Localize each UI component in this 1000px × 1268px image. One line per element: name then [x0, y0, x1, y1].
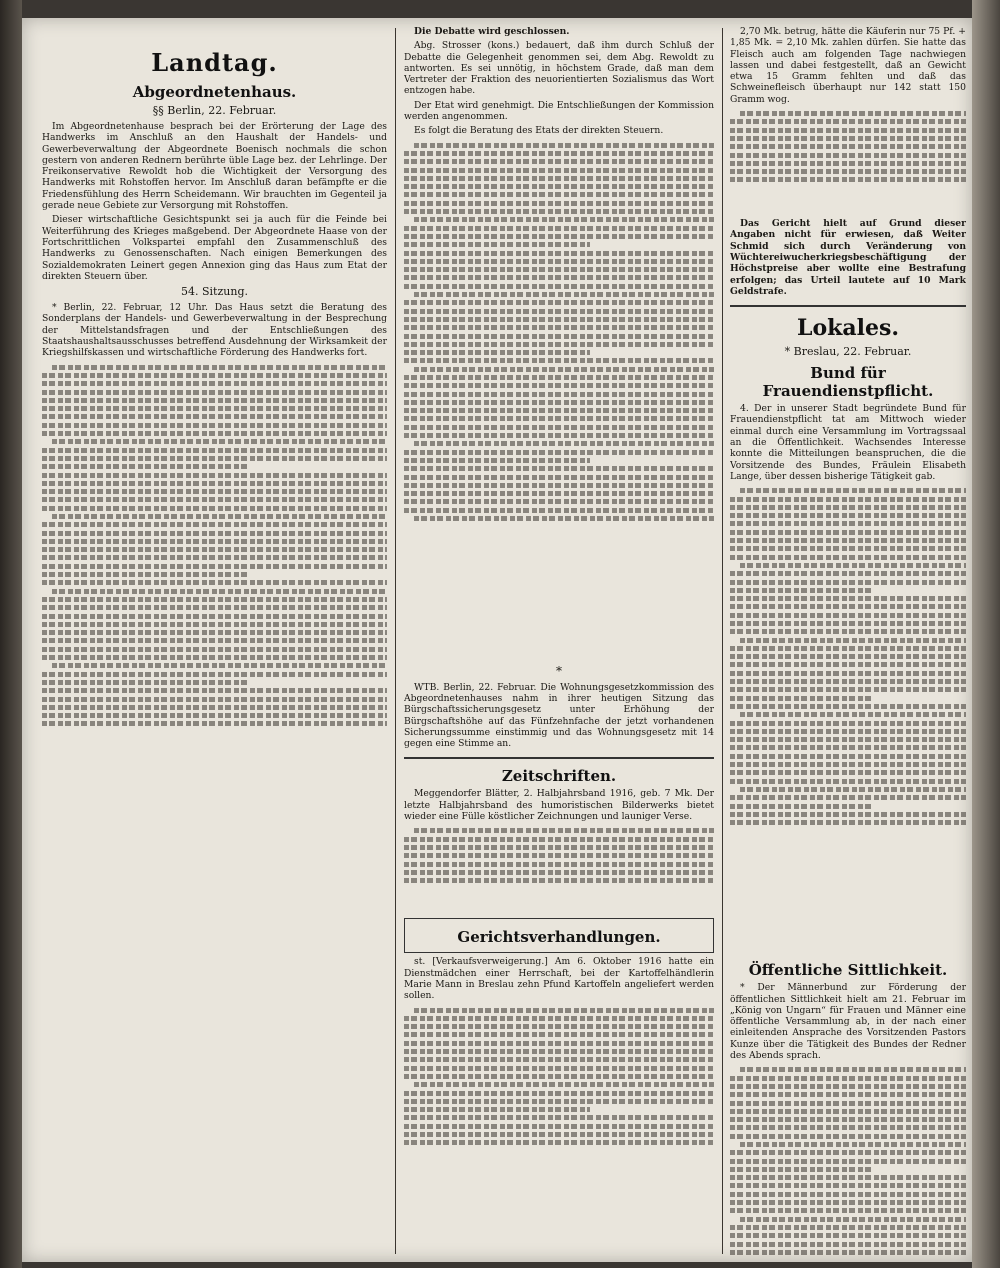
- print-line: [404, 251, 714, 256]
- section-box: [404, 918, 714, 953]
- print-line: [404, 400, 714, 405]
- article-paragraph: st. [Verkaufsverweigerung.] Am 6. Oktober 1916 hatte ein Dienstmädchen einer Herrschaft, bei der Kartoffelhändlerin Marie Mann in Breslau zehn Pfund Kartoffeln angeliefert werden sollen.: [404, 956, 714, 1002]
- print-line: [42, 456, 387, 461]
- dateline: §§ Berlin, 22. Februar.: [152, 104, 277, 117]
- unreadable-text-block: [730, 1064, 966, 1256]
- print-line: [414, 1082, 714, 1087]
- print-line: [404, 1024, 714, 1029]
- print-line: [740, 1142, 966, 1147]
- print-line: [42, 580, 387, 585]
- print-line: [404, 383, 714, 388]
- print-line: [730, 629, 966, 634]
- print-line: [730, 1084, 966, 1089]
- print-line: [42, 473, 387, 478]
- print-line: [52, 663, 387, 668]
- print-line: [730, 613, 966, 618]
- print-line: [740, 563, 966, 568]
- print-line: [42, 506, 387, 511]
- print-line: [42, 705, 387, 710]
- print-line: [730, 754, 966, 759]
- print-line: [42, 597, 387, 602]
- print-line: [730, 621, 966, 626]
- print-line: [404, 1140, 714, 1145]
- print-line: [730, 1242, 966, 1247]
- print-line: [730, 1175, 966, 1180]
- article-paragraph: * Berlin, 22. Februar, 12 Uhr. Das Haus setzt die Beratung des Sonderplans der Handels- und Gewerbeverwaltung in der Besprechung der Mittelstandsfragen und der Entschließungen des Staatshaushaltsausschusses betreffend Ausdehnung der Wirksamkeit der Kriegshilfskassen und wirtschaftliche Förderung des Handwerks fort.: [42, 302, 387, 359]
- print-line: [404, 837, 714, 842]
- print-line: [730, 1125, 966, 1130]
- print-line: [42, 555, 387, 560]
- print-line: [404, 433, 714, 438]
- print-line: [730, 555, 966, 560]
- print-line: [730, 779, 966, 784]
- print-line: [730, 521, 966, 526]
- print-line: [404, 1132, 714, 1137]
- unreadable-text-block: [404, 1005, 714, 1205]
- article-title-sittlichkeit: Öffentliche Sittlichkeit.: [748, 961, 948, 980]
- print-line: [730, 1150, 966, 1155]
- print-line: [730, 119, 966, 124]
- print-line: [404, 300, 714, 305]
- print-line: [730, 580, 966, 585]
- print-line: [404, 392, 714, 397]
- print-line: [730, 804, 872, 809]
- print-line: [42, 680, 249, 685]
- print-line: [404, 1074, 714, 1079]
- print-line: [730, 770, 966, 775]
- print-line: [740, 712, 966, 717]
- print-line: [404, 275, 714, 280]
- print-line: [730, 169, 966, 174]
- print-line: [52, 439, 387, 444]
- print-line: [414, 217, 714, 222]
- print-line: [404, 1032, 714, 1037]
- print-line: [730, 737, 966, 742]
- print-line: [730, 795, 966, 800]
- print-line: [42, 414, 387, 419]
- print-line: [42, 688, 387, 693]
- article-paragraph: Der Etat wird genehmigt. Die Entschließungen der Kommission werden angenommen.: [404, 99, 714, 123]
- print-line: [404, 350, 590, 355]
- print-line: [730, 513, 966, 518]
- print-line: [404, 375, 714, 380]
- print-line: [404, 201, 714, 206]
- article-verdict: Das Gericht hielt auf Grund dieser Angaben nicht für erwiesen, daß Weiter Schmid sich durch Veränderung von Wüchtereiwucherkriegsbeschäftigung der Höchstpreise aber wollte eine Bestrafung erfolgen; das Urteil lautete auf 10 Mark Geldstrafe.: [730, 218, 966, 297]
- print-line: [42, 572, 249, 577]
- print-line: [404, 853, 714, 858]
- article-paragraph: Es folgt die Beratung des Etats der direkten Steuern.: [414, 125, 664, 137]
- print-line: [730, 1134, 966, 1139]
- print-line: [730, 662, 966, 667]
- print-line: [730, 505, 966, 510]
- print-line: [42, 431, 387, 436]
- print-line: [730, 1117, 966, 1122]
- print-line: [404, 342, 714, 347]
- print-line: [404, 1091, 714, 1096]
- print-line: [42, 614, 387, 619]
- print-line: [404, 159, 714, 164]
- print-line: [404, 416, 714, 421]
- print-line: [730, 1076, 966, 1081]
- print-line: [404, 1049, 714, 1054]
- print-line: [42, 522, 387, 527]
- print-line: [42, 390, 387, 395]
- print-line: [404, 483, 714, 488]
- print-line: [730, 1167, 872, 1172]
- print-line: [404, 176, 714, 181]
- print-line: [42, 464, 249, 469]
- column-rule: [395, 28, 396, 1254]
- print-line: [404, 226, 714, 231]
- print-line: [404, 358, 714, 363]
- print-line: [730, 153, 966, 158]
- print-line: [404, 325, 714, 330]
- print-line: [730, 1159, 966, 1164]
- print-line: [730, 571, 966, 576]
- print-line: [730, 812, 966, 817]
- print-line: [404, 151, 714, 156]
- print-line: [404, 491, 714, 496]
- print-line: [414, 367, 714, 372]
- print-line: [404, 1016, 714, 1021]
- print-line: [404, 334, 714, 339]
- divider: [730, 305, 966, 307]
- article-paragraph: * Der Männerbund zur Förderung der öffentlichen Sittlichkeit hielt am 21. Februar im „König von Ungarn“ für Frauen und Männer eine öffentliche Versammlung ab, in der nach einer einleitenden Ansprache des Vorsitzenden Pastors Kunze über die Tätigkeit des Bundes der Redner des Abends sprach.: [730, 982, 966, 1062]
- unreadable-text-block: [404, 825, 714, 915]
- print-line: [730, 1225, 966, 1230]
- unreadable-text-block: [730, 108, 966, 218]
- print-line: [42, 423, 387, 428]
- print-line: [404, 1115, 714, 1120]
- print-line: [42, 655, 387, 660]
- section-title-gericht: Gerichtsverhandlungen.: [457, 928, 661, 947]
- print-line: [42, 564, 387, 569]
- print-line: [404, 184, 714, 189]
- section-title-lokales: Lokales.: [796, 315, 900, 342]
- print-line: [42, 373, 387, 378]
- article-title-bund: Bund für Frauendienstpflicht.: [762, 364, 934, 401]
- print-line: [730, 820, 966, 825]
- print-line: [42, 481, 387, 486]
- print-line: [42, 547, 387, 552]
- print-line: [730, 671, 966, 676]
- print-line: [730, 1208, 966, 1213]
- print-line: [404, 458, 590, 463]
- print-line: [404, 845, 714, 850]
- column-right: [730, 26, 966, 1256]
- print-line: [404, 267, 714, 272]
- print-line: [42, 647, 387, 652]
- print-line: [740, 488, 966, 493]
- print-line: [730, 1092, 966, 1097]
- print-line: [404, 499, 714, 504]
- print-line: [404, 1107, 590, 1112]
- unreadable-text-block: [404, 140, 714, 660]
- page-edge-shadow: [972, 0, 1000, 1268]
- print-line: [52, 514, 387, 519]
- print-line: [414, 143, 714, 148]
- unreadable-text-block: [730, 485, 966, 955]
- print-line: [42, 713, 387, 718]
- print-line: [730, 745, 966, 750]
- print-line: [740, 1067, 966, 1072]
- print-line: [42, 630, 387, 635]
- print-line: [730, 1109, 966, 1114]
- print-line: [740, 1217, 966, 1222]
- separator-star: *: [556, 663, 562, 678]
- print-line: [730, 762, 966, 767]
- print-line: [730, 1200, 966, 1205]
- print-line: [414, 516, 714, 521]
- dateline: * Breslau, 22. Februar.: [784, 345, 912, 359]
- print-line: [740, 111, 966, 116]
- print-line: [42, 489, 387, 494]
- print-line: [404, 1124, 714, 1129]
- unreadable-text-block: [42, 362, 387, 862]
- print-line: [414, 1008, 714, 1013]
- print-line: [730, 1101, 966, 1106]
- print-line: [740, 638, 966, 643]
- print-line: [404, 508, 714, 513]
- print-line: [730, 721, 966, 726]
- print-line: [730, 497, 966, 502]
- print-line: [404, 1057, 714, 1062]
- print-line: [42, 406, 387, 411]
- print-line: [404, 408, 714, 413]
- print-line: [42, 605, 387, 610]
- print-line: [404, 862, 714, 867]
- print-line: [42, 381, 387, 386]
- print-line: [404, 466, 714, 471]
- print-line: [730, 696, 872, 701]
- print-line: [404, 192, 714, 197]
- print-line: [730, 679, 966, 684]
- print-line: [52, 365, 387, 370]
- print-line: [730, 538, 966, 543]
- print-line: [42, 697, 387, 702]
- article-paragraph: 4. Der in unserer Stadt begründete Bund für Frauendienstpflicht tat am Mittwoch wieder einmal durch eine Versammlung im Vortragssaal an die Öffentlichkeit. Wachsendes Interesse konnte die Mitteilungen beanspruchen, die die Vorsitzende des Bundes, Fräulein Elisabeth Lange, über dessen bisherige Tätigkeit gab.: [730, 403, 966, 482]
- print-line: [414, 292, 714, 297]
- print-line: [730, 1192, 966, 1197]
- article-lead: Die Debatte wird geschlossen.: [414, 26, 570, 37]
- print-line: [404, 878, 714, 883]
- book-spine-shadow: [0, 0, 22, 1268]
- print-line: [730, 729, 966, 734]
- print-line: [42, 721, 387, 726]
- print-line: [730, 654, 966, 659]
- section-title-zeitschriften: Zeitschriften.: [501, 767, 617, 786]
- print-line: [730, 704, 966, 709]
- column-middle: [404, 26, 714, 1256]
- print-line: [404, 284, 714, 289]
- article-paragraph: Dieser wirtschaftliche Gesichtspunkt sei ja auch für die Feinde bei Weiterführung des Krieges maßgebend. Der Abgeordnete Haase von der Fortschrittlichen Volkspartei empfahl den Zusammenschluß des Handwerks zu Genossenschaften. Nach einigen Bemerkungen des Sozialdemokraten Leinert gegen Annexion ging das Haus zum Etat der direkten Steuern über.: [42, 214, 387, 282]
- print-line: [42, 622, 387, 627]
- print-line: [404, 1099, 714, 1104]
- print-line: [730, 530, 966, 535]
- print-line: [42, 539, 387, 544]
- print-line: [42, 638, 387, 643]
- print-line: [740, 787, 966, 792]
- print-line: [730, 546, 966, 551]
- print-line: [404, 259, 714, 264]
- article-paragraph: Abg. Strosser (kons.) bedauert, daß ihm durch Schluß der Debatte die Gelegenheit genommen sei, dem Abg. Rewoldt zu antworten. Es sei unnötig, in höchstem Grade, daß man dem Vertreter der Fraktion des neuorientierten Sozialismus das Wort entzogen habe.: [404, 40, 714, 97]
- print-line: [404, 309, 714, 314]
- article-paragraph: WTB. Berlin, 22. Februar. Die Wohnungsgesetzkommission des Abgeordnetenhauses nahm in ihrer heutigen Sitzung das Bürgschaftssicherungsgesetz unter Erhöhung der Bürgschaftshöhe auf das Fünfzehnfache der jetzt vorhandenen Sicherungssumme einstimmig und das Wohnungsgesetz mit 14 gegen eine Stimme an.: [404, 681, 714, 750]
- article-paragraph: 2,70 Mk. betrug, hätte die Käuferin nur 75 Pf. + 1,85 Mk. = 2,10 Mk. zahlen dürfen. Sie hatte das Fleisch auch am folgenden Tage nachwiegen lassen und dabei festgestellt, daß an Gewicht etwa 15 Gramm fehlten und daß das Schweinefleisch überhaupt nur 142 statt 150 Gramm wog.: [730, 26, 966, 105]
- print-line: [730, 128, 966, 133]
- session-heading: 54. Sitzung.: [181, 285, 248, 299]
- print-line: [730, 177, 966, 182]
- print-line: [730, 1233, 966, 1238]
- print-line: [730, 1183, 966, 1188]
- divider: [404, 757, 714, 759]
- print-line: [42, 672, 387, 677]
- section-title-landtag: Landtag.: [151, 48, 278, 77]
- print-line: [414, 828, 714, 833]
- newspaper-page: [22, 18, 972, 1262]
- print-line: [404, 317, 714, 322]
- print-line: [414, 441, 714, 446]
- print-line: [730, 136, 966, 141]
- article-paragraph: Im Abgeordnetenhause besprach bei der Erörterung der Lage des Handwerks im Anschluß an den Haushalt der Handels- und Gewerbeverwaltung der Abgeordnete Boenisch nochmals die schon gestern von anderen Rednern berührte üble Lage bez. der Lehrlinge. Der Freikonservative Rewoldt hob die Wichtigkeit der Versorgung des Handwerks mit Rohstoffen hervor. Im Anschluß daran befämpfte er die Friedensfühlung des Herrn Scheidemann. Wir brauchten im Gegenteil ja gerade neue Gebiete zur Versorgung mit Rohstoffen.: [42, 121, 387, 212]
- print-line: [404, 234, 714, 239]
- print-line: [42, 531, 387, 536]
- print-line: [730, 1250, 966, 1255]
- print-line: [404, 1041, 714, 1046]
- print-line: [404, 870, 714, 875]
- print-line: [52, 589, 387, 594]
- print-line: [730, 604, 966, 609]
- print-line: [404, 450, 714, 455]
- print-line: [730, 161, 966, 166]
- print-line: [404, 475, 714, 480]
- print-line: [42, 398, 387, 403]
- print-line: [730, 144, 966, 149]
- column-rule: [722, 28, 723, 1254]
- print-line: [42, 497, 387, 502]
- print-line: [730, 687, 966, 692]
- print-line: [730, 588, 872, 593]
- print-line: [404, 168, 714, 173]
- print-line: [730, 596, 966, 601]
- print-line: [404, 425, 714, 430]
- section-subtitle: Abgeordnetenhaus.: [132, 83, 297, 101]
- article-paragraph: Meggendorfer Blätter, 2. Halbjahrsband 1916, geb. 7 Mk. Der letzte Halbjahrsband des humoristischen Bilderwerks bietet wieder eine Fülle köstlicher Zeichnungen und launiger Verse.: [404, 788, 714, 823]
- print-line: [404, 242, 590, 247]
- print-line: [730, 646, 966, 651]
- print-line: [404, 209, 714, 214]
- column-left: [42, 26, 387, 1256]
- print-line: [42, 448, 387, 453]
- print-line: [404, 1066, 714, 1071]
